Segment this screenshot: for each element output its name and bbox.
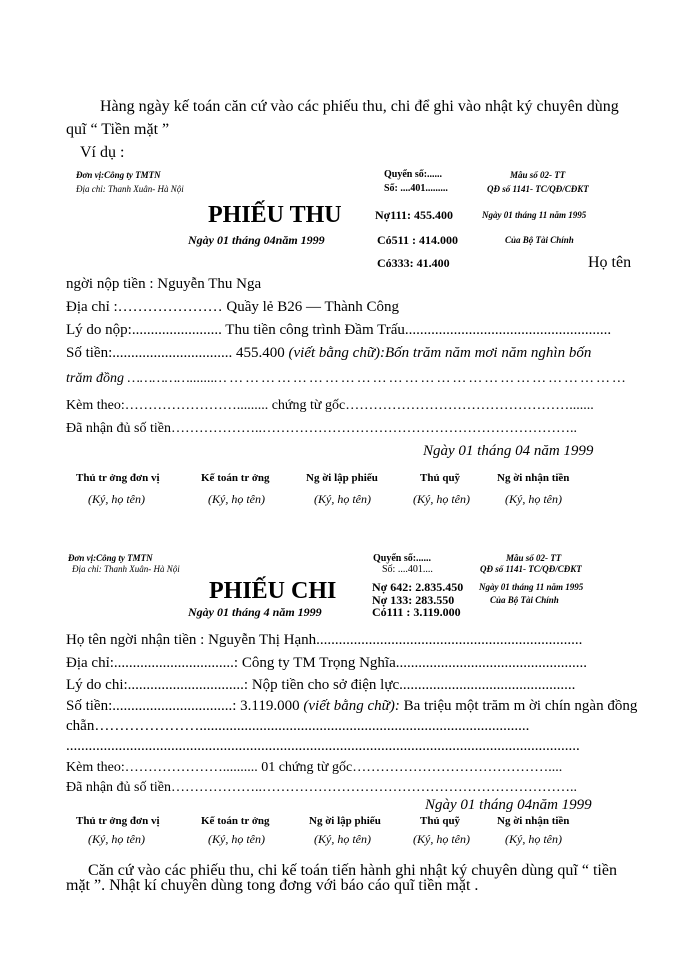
- receipt-title: PHIẾU THU: [208, 202, 342, 228]
- receipt-payer: ngời nộp tiền : Nguyễn Thu Nga: [66, 276, 262, 292]
- receipt-decision-date: Ngày 01 tháng 11 năm 1995: [482, 210, 587, 220]
- receipt-name-label: Họ tên: [588, 254, 632, 271]
- payment-ministry: Của Bộ Tài Chính: [490, 595, 559, 605]
- payment-sign-note: (Ký, họ tên): [88, 832, 145, 846]
- receipt-credit-1: Có511 : 414.000: [377, 233, 458, 247]
- payment-debit-2: Nợ 133: 283.550: [372, 593, 455, 607]
- receipt-amount-words-label: (viết bằng chữ):: [288, 345, 385, 361]
- payment-sign-note: (Ký, họ tên): [505, 832, 562, 846]
- payment-date: Ngày 01 tháng 4 năm 1999: [188, 605, 322, 619]
- payment-title: PHIẾU CHI: [209, 578, 337, 604]
- closing-line-2: mặt ”. Nhật kí chuyên dùng tong đơng với báo cáo quĩ tiền mặt .: [66, 877, 479, 894]
- receipt-unit: Đơn vị:Công ty TMTN: [76, 170, 161, 180]
- receipt-sign-date: Ngày 01 tháng 04 năm 1999: [423, 443, 594, 459]
- receipt-address-line: Địa chỉ :………………… Quầy lẻ B26 — Thành Công: [66, 299, 400, 315]
- payment-address: Địa chỉ: Thanh Xuân- Hà Nội: [72, 564, 180, 574]
- payment-attached: Kèm theo:………………….......... 01 chứng từ gốc……………………………………....: [66, 760, 563, 775]
- payment-amount-line: [66, 698, 637, 715]
- payment-amount-prefix: Số tiền:................................: 3.119.000: [66, 698, 304, 714]
- receipt-sign-note: (Ký, họ tên): [413, 492, 470, 506]
- payment-blank-line: .........................................................................................................................................: [66, 738, 580, 754]
- receipt-sign-note: (Ký, họ tên): [505, 492, 562, 506]
- payment-doc-no: Số: ....401....: [382, 564, 433, 575]
- receipt-signer-accountant: Kế toán tr ởng: [201, 472, 270, 484]
- receipt-signer-preparer: Ng ời lập phiếu: [306, 472, 378, 484]
- payment-signer-director: Thủ tr ởng đơn vị: [76, 815, 160, 827]
- payment-received: Đã nhận đủ số tiền………………..…………………………………………………………..: [66, 780, 577, 795]
- payment-signer-cashier: Thủ quỹ: [420, 815, 461, 827]
- payment-book-no: Quyển số:......: [373, 553, 432, 564]
- receipt-form-no: Mẫu số 02- TT: [510, 170, 566, 180]
- intro-line-2: quĩ “ Tiền mặt ”: [66, 121, 170, 138]
- payment-form-no: Mẫu số 02- TT: [506, 553, 562, 563]
- receipt-date: Ngày 01 tháng 04năm 1999: [188, 233, 325, 247]
- payment-sign-date: Ngày 01 tháng 04năm 1999: [425, 797, 592, 813]
- payment-credit: Có111 : 3.119.000: [372, 605, 461, 619]
- receipt-amount-words-2: trăm đồng …………….......… … … … … … … … … … … … … … … … … … … … … … … … … …: [66, 371, 626, 386]
- receipt-address: Địa chỉ: Thanh Xuân- Hà Nội: [76, 184, 184, 194]
- payment-signer-receiver: Ng ời nhận tiền: [497, 815, 570, 827]
- payment-address-line: Địa chỉ:................................: Công ty TM Trọng Nghĩa...................................................: [66, 655, 587, 671]
- intro-line-1: Hàng ngày kế toán căn cứ vào các phiếu thu, chi để ghi vào nhật ký chuyên dùng: [100, 98, 619, 115]
- payment-unit: Đơn vị:Công ty TMTN: [68, 553, 153, 563]
- receipt-received: Đã nhận đủ số tiền………………..…………………………………………………………..: [66, 421, 577, 436]
- receipt-ministry: Của Bộ Tài Chính: [505, 235, 574, 245]
- receipt-sign-note: (Ký, họ tên): [88, 492, 145, 506]
- receipt-debit: Nợ111: 455.400: [375, 208, 453, 222]
- receipt-decision: QĐ số 1141- TC/QĐ/CĐKT: [487, 184, 589, 194]
- payment-signer-preparer: Ng ời lập phiếu: [309, 815, 381, 827]
- payment-amount-words: Ba triệu một trăm m ời chín ngàn đồng: [399, 698, 638, 714]
- receipt-amount-line: [66, 345, 591, 362]
- payment-sign-note: (Ký, họ tên): [314, 832, 371, 846]
- receipt-attached: Kèm theo:……………………......... chứng từ gốc………………………………………….......: [66, 398, 594, 413]
- receipt-signer-director: Thủ tr ởng đơn vị: [76, 472, 160, 484]
- receipt-book-no: Quyển số:......: [384, 169, 443, 180]
- receipt-sign-note: (Ký, họ tên): [314, 492, 371, 506]
- receipt-amount-prefix: Số tiền:................................ 455.400: [66, 345, 289, 361]
- receipt-reason-line: Lý do nộp:........................ Thu tiền công trình Đầm Trấu.......................................................: [66, 322, 612, 338]
- payment-sign-note: (Ký, họ tên): [208, 832, 265, 846]
- example-label: Ví dụ :: [80, 144, 125, 161]
- receipt-signer-receiver: Ng ời nhận tiền: [497, 472, 570, 484]
- receipt-sign-note: (Ký, họ tên): [208, 492, 265, 506]
- payment-decision: QĐ số 1141- TC/QĐ/CĐKT: [480, 564, 582, 574]
- closing-line-1: Căn cứ vào các phiếu thu, chi kế toán tiến hành ghi nhật ký chuyên dùng quĩ “ tiền: [88, 862, 617, 879]
- payment-decision-date: Ngày 01 tháng 11 năm 1995: [479, 582, 584, 592]
- payment-sign-note: (Ký, họ tên): [413, 832, 470, 846]
- receipt-doc-no: Số: ....401.........: [384, 183, 448, 194]
- receipt-amount-words: Bốn trăm năm mơi năm nghìn bốn: [385, 345, 592, 361]
- payment-payee: Họ tên ngời nhận tiền : Nguyễn Thị Hạnh.......................................................................: [66, 632, 583, 648]
- receipt-credit-2: Có333: 41.400: [377, 256, 450, 270]
- payment-debit-1: Nợ 642: 2.835.450: [372, 580, 464, 594]
- receipt-signer-cashier: Thủ quỹ: [420, 472, 461, 484]
- payment-signer-accountant: Kế toán tr ởng: [201, 815, 270, 827]
- payment-reason-line: Lý do chi:...............................: Nộp tiền cho sở điện lực...............................................: [66, 677, 576, 693]
- payment-amount-words-2: chẵn…………………........................................................................................: [66, 718, 530, 734]
- payment-amount-words-label: (viết bằng chữ):: [303, 698, 400, 714]
